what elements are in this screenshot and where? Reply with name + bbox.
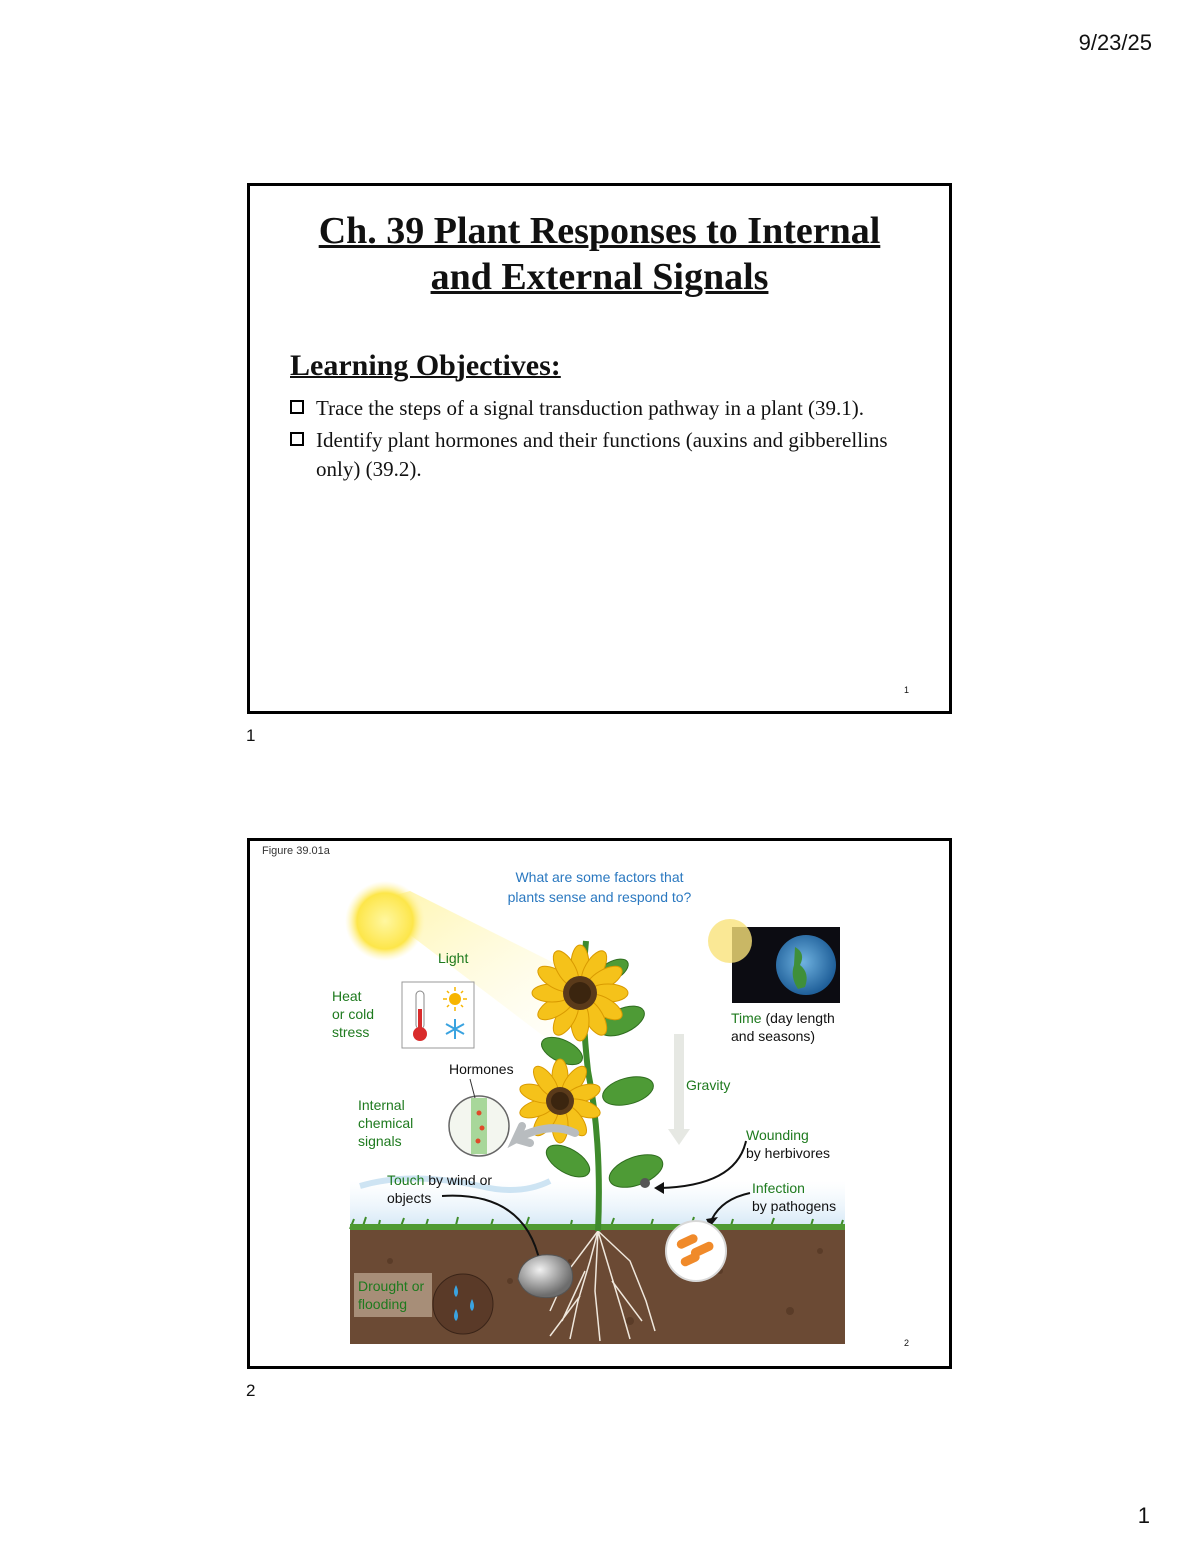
- objective-item: [290, 394, 890, 423]
- slide-1: [247, 183, 952, 714]
- label-gravity: Gravity: [686, 1077, 731, 1093]
- label-drought-line-2: flooding: [358, 1296, 408, 1312]
- label-time: [731, 1009, 835, 1045]
- herbivore-icon: [640, 1178, 650, 1188]
- label-time-line-2: and seasons): [731, 1028, 816, 1044]
- objectives-list: [290, 394, 890, 487]
- label-infection: [752, 1179, 836, 1215]
- figure-label: Figure 39.01a: [262, 845, 330, 857]
- label-touch: [387, 1171, 492, 1207]
- label-heat-cold: [332, 987, 374, 1041]
- checkbox-icon: [290, 400, 304, 414]
- question-line-1: What are some factors that: [515, 869, 684, 885]
- label-infection-line-1: Infection: [752, 1180, 805, 1196]
- slide-corner-number: 2: [903, 1338, 909, 1348]
- label-internal-line-2: chemical: [358, 1115, 414, 1131]
- label-drought-line-1: Drought or: [358, 1278, 425, 1294]
- slide-title: [250, 208, 949, 300]
- objective-text: Identify plant hormones and their functions (auxins and gibberellins only) (39.2).: [316, 428, 888, 481]
- page-date: 9/23/25: [1078, 30, 1152, 55]
- label-touch-line-2: objects: [387, 1190, 432, 1206]
- rock-icon: [518, 1255, 573, 1298]
- checkbox-icon: [290, 432, 304, 446]
- label-internal-line-3: signals: [358, 1133, 402, 1149]
- thermometer-icon: [402, 982, 474, 1048]
- slide-caption: 1: [246, 726, 256, 745]
- plant-signals-illustration: [250, 841, 949, 1366]
- hormones-cell-icon: [449, 1079, 509, 1156]
- label-infection-line-2: by pathogens: [752, 1198, 837, 1214]
- pathogen-icon: [666, 1221, 726, 1281]
- label-wounding-line-2: by herbivores: [746, 1145, 831, 1161]
- earth-icon: [708, 919, 840, 1003]
- slide-title-line-2: and External Signals: [430, 256, 769, 298]
- label-wounding-line-1: Wounding: [746, 1127, 809, 1143]
- label-time-rest: (day length: [761, 1010, 835, 1026]
- wounding-arrow: [660, 1141, 746, 1188]
- label-wounding: [746, 1126, 830, 1162]
- objectives-heading: Learning Objectives:: [290, 349, 561, 382]
- objective-item: [290, 426, 890, 484]
- label-internal-signals: [358, 1096, 413, 1150]
- slide-corner-number: 1: [903, 685, 909, 695]
- label-hormones: Hormones: [449, 1061, 514, 1077]
- figure-question: [250, 867, 949, 907]
- slide-caption: 2: [246, 1381, 256, 1400]
- label-light: Light: [438, 950, 469, 966]
- label-time-word: Time: [731, 1010, 762, 1026]
- slide-2: [247, 838, 952, 1369]
- label-touch-rest: by wind or: [424, 1172, 493, 1188]
- question-line-2: plants sense and respond to?: [507, 889, 692, 905]
- objective-text: Trace the steps of a signal transduction pathway in a plant (39.1).: [316, 396, 865, 420]
- label-heat-line-3: stress: [332, 1024, 370, 1040]
- water-drops-icon: [433, 1274, 493, 1334]
- label-drought: [358, 1277, 424, 1313]
- slide-title-line-1: Ch. 39 Plant Responses to Internal: [318, 210, 881, 252]
- label-touch-word: Touch: [387, 1172, 425, 1188]
- label-heat-line-2: or cold: [332, 1006, 375, 1022]
- page-number: 1: [1137, 1503, 1150, 1528]
- label-internal-line-1: Internal: [358, 1097, 405, 1113]
- label-heat-line-1: Heat: [332, 988, 362, 1004]
